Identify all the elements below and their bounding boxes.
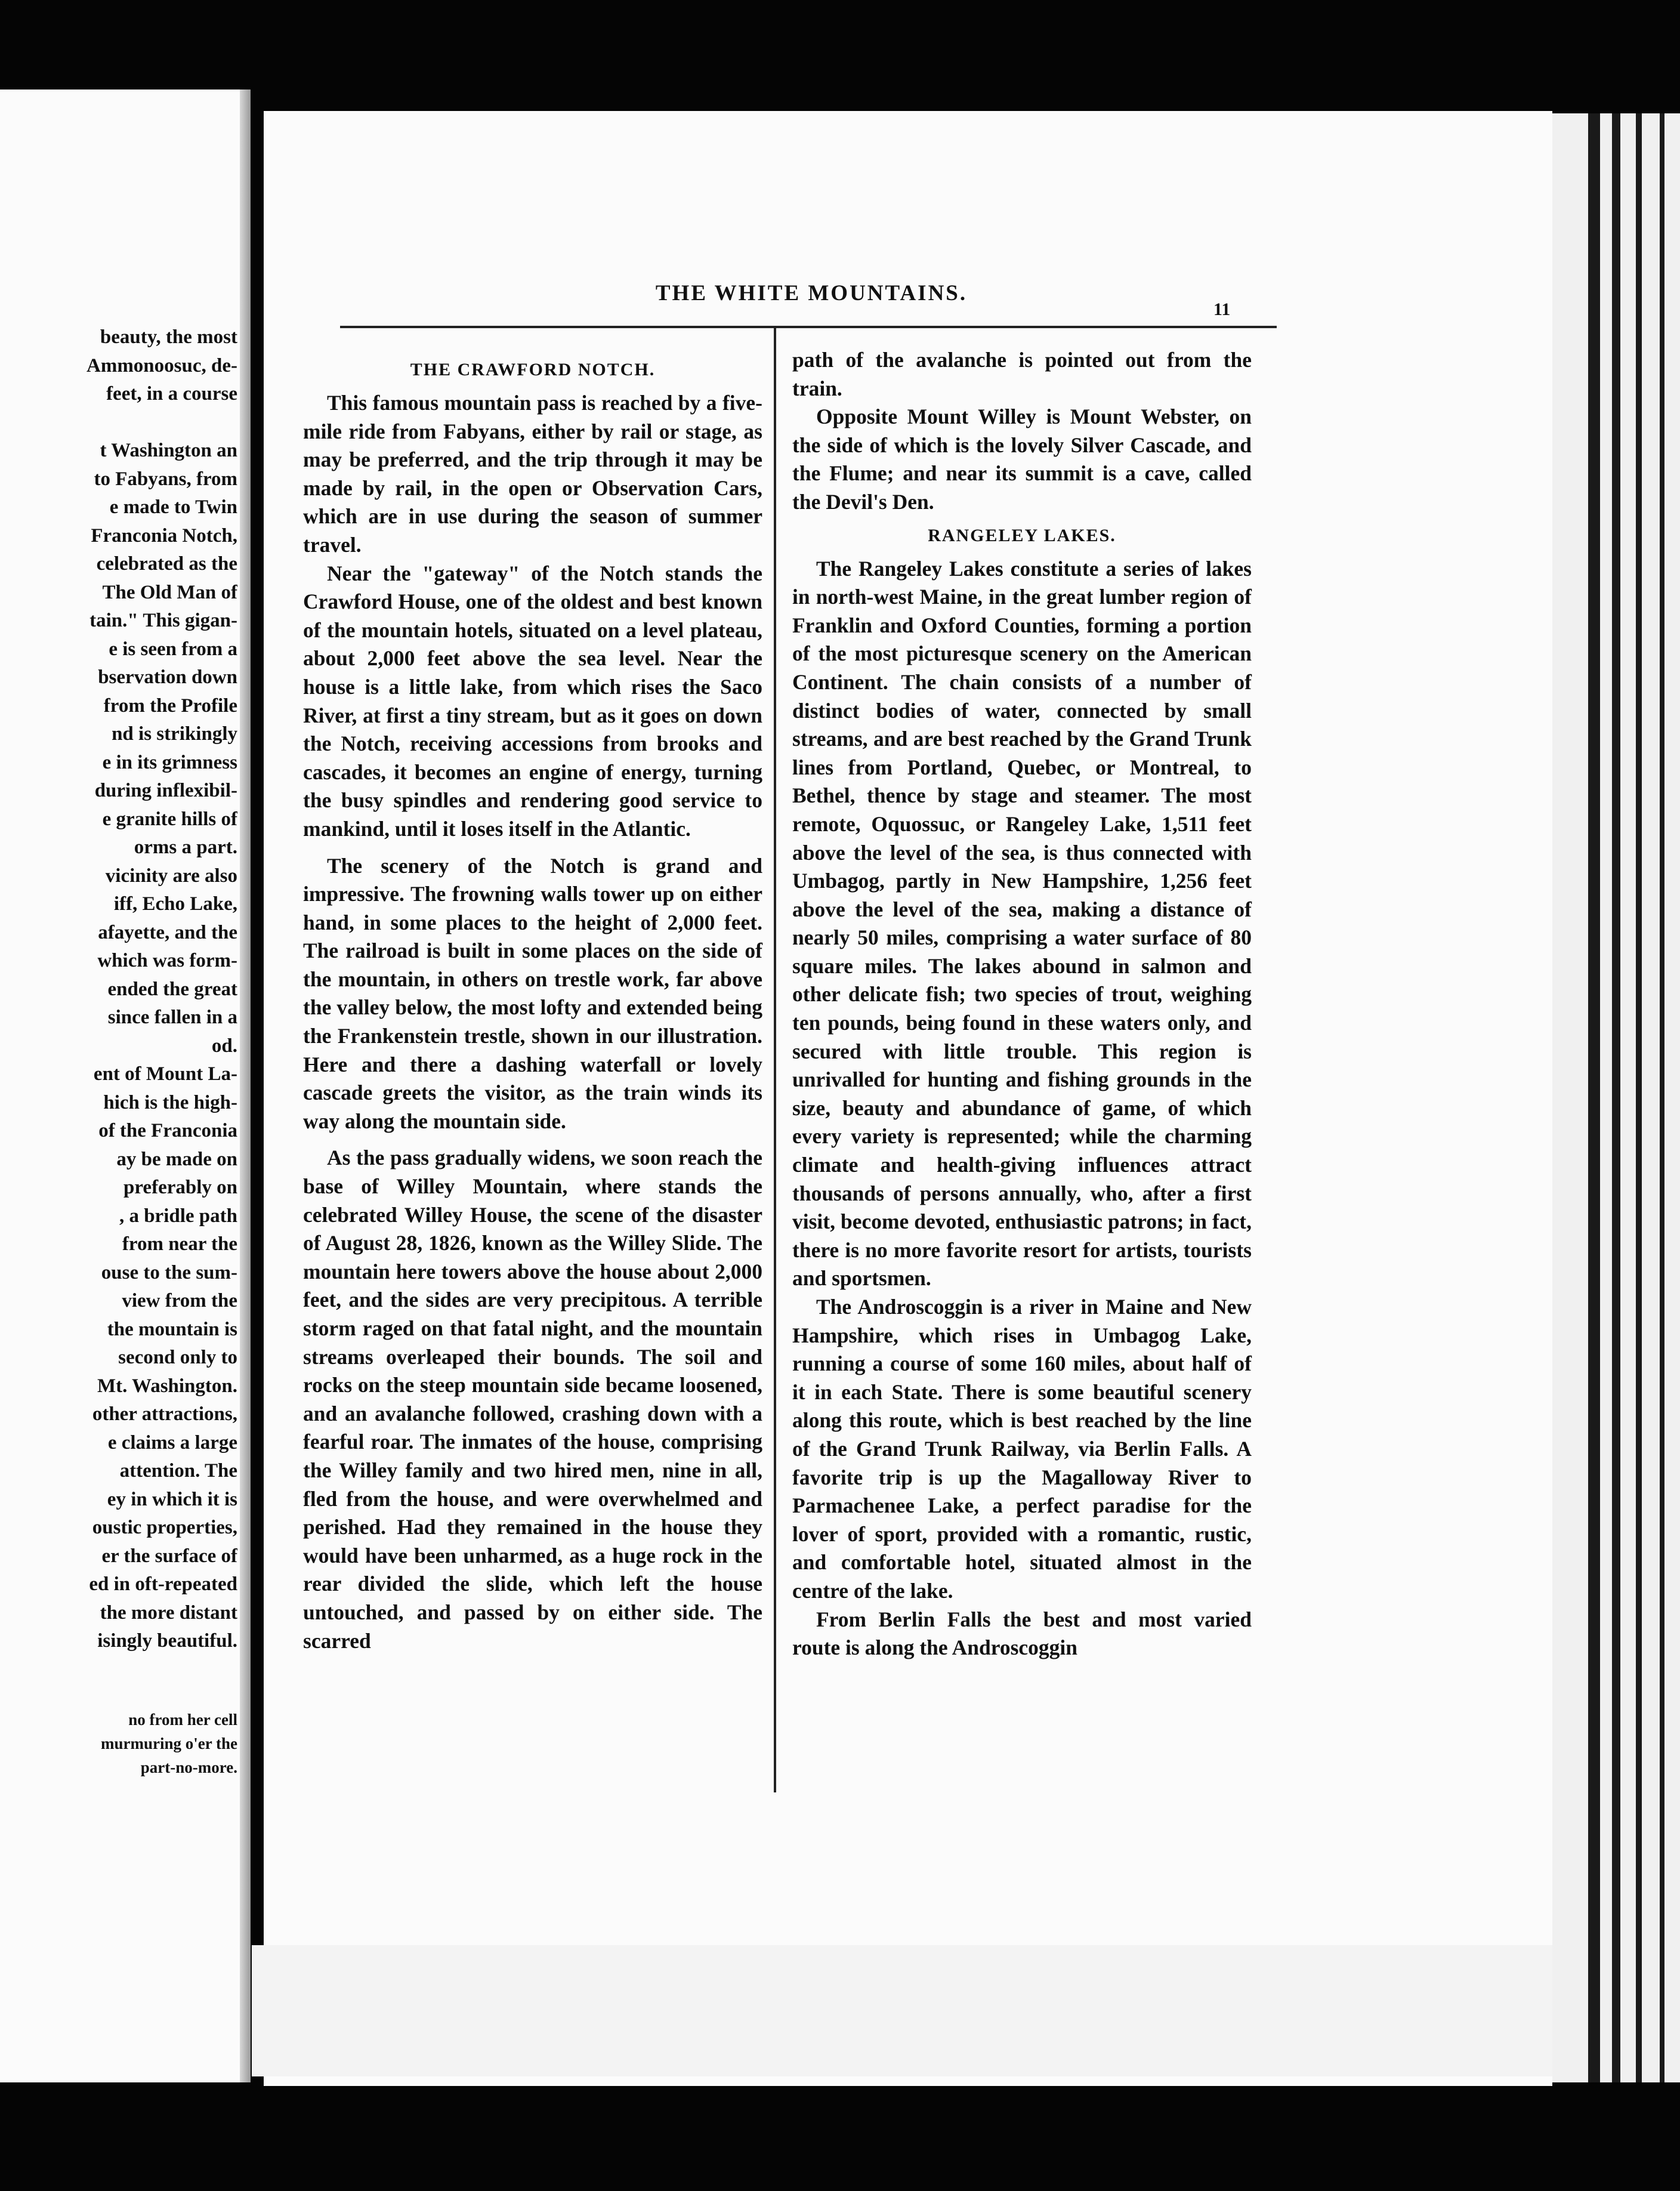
paragraph: From Berlin Falls the best and most varied route is along the Androscoggin [792,1607,1252,1660]
paragraph: Near the "gateway" of the Notch stands the Crawford House, one of the oldest and best known of the mountain hotels, situated on a level plateau, about 2,000 feet above the sea level. Near the house is a little lake, from which rises the Saco River, at first a tiny stream, but as it goes on down the Notch, receiving accessions from brooks and cascades, it becomes an engine of energy, turning the busy spindles and rendering good service to mankind, until it loses itself in the Atlantic. [303,561,762,841]
left-page-line: e made to Twin [109,496,237,518]
left-page-line: isingly beautiful. [97,1630,237,1652]
left-page-line: view from the [122,1290,237,1311]
section-heading-crawford-notch: THE CRAWFORD NOTCH. [410,360,656,379]
left-page-line: e is seen from a [109,638,237,660]
left-page-line: attention. The [119,1460,237,1482]
left-page-line: Mt. Washington. [97,1375,237,1397]
left-footnote-line: no from her cell [128,1711,237,1729]
edge-stripe [1612,113,1620,2082]
left-page-line: other attractions, [92,1403,237,1425]
left-page-line: e granite hills of [102,808,237,830]
paragraph: The Androscoggin is a river in Maine and New Hampshire, which rises in Umbagog Lake, running a course of some 160 miles, about half of it in each State. There is some beautiful scenery along this route, which is best reached by the line of the Grand Trunk Railway, via Berlin Falls. A favorite trip is up the Magalloway River to Parmachenee Lake, a perfect paradise for the lover of sport, provided with a romantic, rustic, and comfortable hotel, situated almost in the centre of the lake. [792,1295,1252,1603]
paragraph: As the pass gradually widens, we soon reach the base of Willey Mountain, where stands the celebrated Willey House, the scene of the disaster of August 28, 1826, known as the Willey Slide. The mountain here towers above the house about 2,000 feet, and the sides are very precipitous. A terrible storm raged on that fatal night, and the mountain streams overleaped their bounds. The soil and rocks on the steep mountain side became loosened, and an avalanche followed, crashing down with a fearful roar. The inmates of the house, comprising the Willey family and two hired men, nine in all, fled from the house, and were overwhelmed and perished. Had they remained in the house they would have been unharmed, as a huge rock in the rear divided the slide, which left the house untouched, and passed by on either side. The scarred [303,1146,762,1653]
left-page-line: which was form- [97,950,237,971]
left-page-line: hich is the high- [103,1091,237,1113]
header-rule [340,326,1277,328]
paragraph: This famous mountain pass is reached by a five-mile ride from Fabyans, either by rail or stage, as may be preferred, and the trip through it may be made by rail, in the open or Observation Cars, which are in use during the season of summer travel. [303,391,762,557]
paragraph-continuation: path of the avalanche is pointed out from the train. [792,348,1252,400]
left-page [0,90,251,2082]
edge-stripe [1660,113,1664,2082]
left-page-line: er the surface of [101,1545,237,1567]
left-page-line: the more distant [100,1601,237,1624]
left-page-line [0,409,237,437]
page-number: 11 [1213,300,1231,319]
left-page-line: of the Franconia [98,1120,237,1141]
paragraph: The scenery of the Notch is grand and impressive. The frowning walls tower up on either hand, in some places to the height of 2,000 feet. The railroad is built in some places on the side of the mountain, in others on trestle work, far above the valley below, the most lofty and extended being the Frankenstein trestle, shown in our illustration. Here and there a dashing waterfall or lovely cascade greets the visitor, as the train winds its way along the mountain side. [303,853,762,1133]
left-page-line: ay be made on [116,1148,237,1170]
left-page-line: vicinity are also [105,865,237,887]
left-page-footnote [0,1708,237,1779]
left-page-line: feet, in a course [106,383,237,405]
left-page-line: second only to [118,1347,237,1368]
left-page-line: from the Profile [103,695,237,717]
left-page-line: Franconia Notch, [91,524,237,547]
left-page-line: the mountain is [107,1318,237,1340]
left-page-line: e claims a large [107,1431,237,1454]
left-page-line: The Old Man of [102,581,237,603]
left-page-line: oustic properties, [92,1517,237,1538]
running-head: THE WHITE MOUNTAINS. [655,281,968,305]
column-divider [774,327,776,1792]
section-heading-rangeley-lakes: RANGELEY LAKES. [928,525,1116,545]
left-page-line: beauty, the most [100,326,237,348]
paragraph: Opposite Mount Willey is Mount Webster, on the side of which is the lovely Silver Cascade, and the Flume; and near its summit is a cave, called the Devil's Den. [792,405,1252,514]
column-right [792,346,1252,1662]
left-page-line: Ammonoosuc, de- [87,354,237,377]
left-page-line: ent of Mount La- [93,1063,237,1085]
left-page-line: ey in which it is [107,1488,237,1510]
left-page-line: from near the [122,1233,237,1255]
left-page-line: celebrated as the [96,553,237,575]
left-page-line: afayette, and the [98,921,237,943]
left-page-line: e in its grimness [102,751,237,773]
left-page-line: bservation down [98,666,237,688]
page-gutter [240,90,251,2082]
left-page-line: , a bridle path [119,1205,237,1227]
left-page-line: tain." This gigan- [89,610,237,631]
left-page-line: t Washington an [100,440,237,461]
edge-stripe [1636,113,1642,2082]
left-page-line: ed in oft-repeated [89,1573,237,1595]
left-footnote-line: part-no-more. [140,1758,237,1776]
left-footnote-line: murmuring o'er the [101,1735,237,1752]
left-page-line: ended the great [107,978,237,1000]
left-page-line: iff, Echo Lake, [113,893,237,915]
book-edge [1546,113,1680,2082]
paragraph: The Rangeley Lakes constitute a series of lakes in north-west Maine, in the great lumber region of Franklin and Oxford Counties, forming a portion of the most picturesque scenery on the American Continent. The chain consists of a number of distinct bodies of water, connected by small streams, and are best reached by the Grand Trunk lines from Portland, Quebec, or Montreal, to Bethel, thence by stage and steamer. The most remote, Oquossuc, or Rangeley Lake, 1,511 feet above the level of the sea, is thus connected with Umbagog, partly in New Hampshire, 1,256 feet above the level of the sea, making a distance of nearly 50 miles, comprising a water surface of 80 square miles. The lakes abound in salmon and other delicate fish; two species of trout, weighing ten pounds, being found in these waters only, and secured with little trouble. This region is unrivalled for hunting and fishing grounds in the size, beauty and abundance of game, of which every variety is represented; while the charming climate and health-giving influences attract thousands of persons annually, who, after a first visit, become devoted, enthusiastic patrons; in fact, there is no more favorite resort for artists, tourists and sportsmen. [792,556,1252,1291]
edge-stripe [1588,113,1600,2082]
left-page-line: od. [211,1035,237,1057]
left-page-text [0,323,237,1656]
left-page-line: orms a part. [134,837,237,858]
left-page-line: during inflexibil- [94,780,237,801]
column-left [303,346,762,1655]
left-page-line: preferably on [123,1177,237,1198]
left-page-line: nd is strikingly [112,723,237,745]
left-page-line: ouse to the sum- [101,1261,237,1283]
page-bottom-margin [252,1945,1552,2076]
left-page-line: to Fabyans, from [94,468,237,490]
left-page-line: since fallen in a [107,1007,237,1028]
